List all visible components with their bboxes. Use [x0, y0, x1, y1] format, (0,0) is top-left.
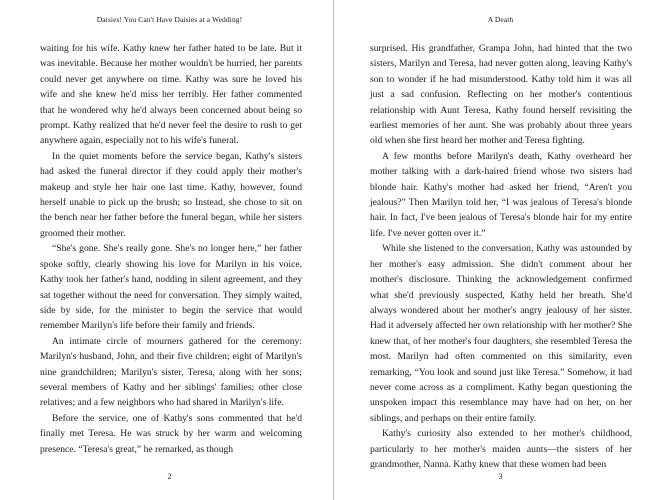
- paragraph: A few months before Marilyn's death, Kathy overheard her mother talking with a dark-haired friend whose two sisters had blonde hair. Kathy's mother had asked her friend, “Aren't you jealous?” Then Marilyn told her, “I was jealous of Teresa's blonde hair. In fact, I've been jealous of Teresa's blonde hair for my entire life. I've never gotten over it.”: [370, 150, 632, 239]
- page-number-left: 2: [167, 472, 172, 481]
- paragraph: surprised. His grandfather, Grampa John, had hinted that the two sisters, Marilyn and Teresa, had never gotten along, leaving Kathy's son to wonder if he had misunderstood. Kathy told him it was all just a sad confusion. Reflecting on her mother's contentious relationship with Aunt Teresa, Kathy found herself revisiting the earliest memories of her aunt. She was probably about three years old when she first heard her mother and Teresa fighting.: [370, 43, 632, 147]
- left-page-body: [40, 41, 302, 457]
- paragraph: While she listened to the conversation, Kathy was astounded by her mother's easy admission. She didn't comment about her mother's disclosure. Thinking the acknowledgement confirmed what she'd previously suspected, Kathy held her breath. She'd always wondered about her mother's angry jealousy of her sister. Had it adversely affected her own relationship with her mother? She knew that, of her mother's four daughters, she resembled Teresa the most. Marilyn had often commented on this similarity, even remarking, “You look and sound just like Teresa.” Somehow, it had never come across as a compliment. Kathy began questioning the unspoken impact this resemblance may have had on her, on her siblings, and perhaps on their entire family.: [370, 243, 632, 424]
- right-page: [334, 0, 667, 500]
- running-head-left: Daisies! You Can't Have Daisies at a Wedding!: [96, 15, 243, 24]
- right-page-body: [370, 41, 632, 472]
- paragraph: “She's gone. She's really gone. She's no longer here,” her father spoke softly, clearly showing his love for Marilyn in his voice. Kathy took her father's hand, nodding in silent agreement, and they sat together without the need for conversation. They simply waited, side by side, for the minister to begin the service that would remember Marilyn's life before their family and friends.: [40, 243, 302, 332]
- paragraph: Kathy's curiosity also extended to her mother's childhood, particularly to her mother's maiden aunts—the sisters of her grandmother, Nanna. Kathy knew that these women had been: [370, 428, 632, 470]
- page-number-right: 3: [498, 472, 503, 481]
- left-page: [0, 0, 333, 500]
- paragraph: Before the service, one of Kathy's sons commented that he'd finally met Teresa. He was struck by her warm and welcoming presence. “Teresa's great,” he remarked, as though: [40, 412, 302, 455]
- paragraph: In the quiet moments before the service began, Kathy's sisters had asked the funeral director if they could apply their mother's makeup and style her hair one last time. Kathy, however, found herself unable to pick up the brush; so Instead, she chose to sit on the bench near her father before the funeral began, while her sisters groomed their mother.: [40, 150, 302, 239]
- running-head-right: A Death: [487, 15, 514, 24]
- paragraph: waiting for his wife. Kathy knew her father hated to be late. But it was inevitable. Because her mother wouldn't be hurried, her parents could never get anywhere on time. Kathy was sure he loved his wife and she knew he'd miss her terribly. Her father commented that he wondered why he'd always been concerned about being so prompt. Kathy realized that he'd never feel the desire to rush to get anywhere again, especially not to his wife's funeral.: [40, 43, 302, 147]
- paragraph: An intimate circle of mourners gathered for the ceremony: Marilyn's husband, John, and their five children; eight of Marilyn's nine grandchildren; Marilyn's sister, Teresa, along with her sons; several members of Kathy and her siblings' families; other close relatives; and a few neighbors who had shared in Marilyn's life.: [40, 335, 302, 409]
